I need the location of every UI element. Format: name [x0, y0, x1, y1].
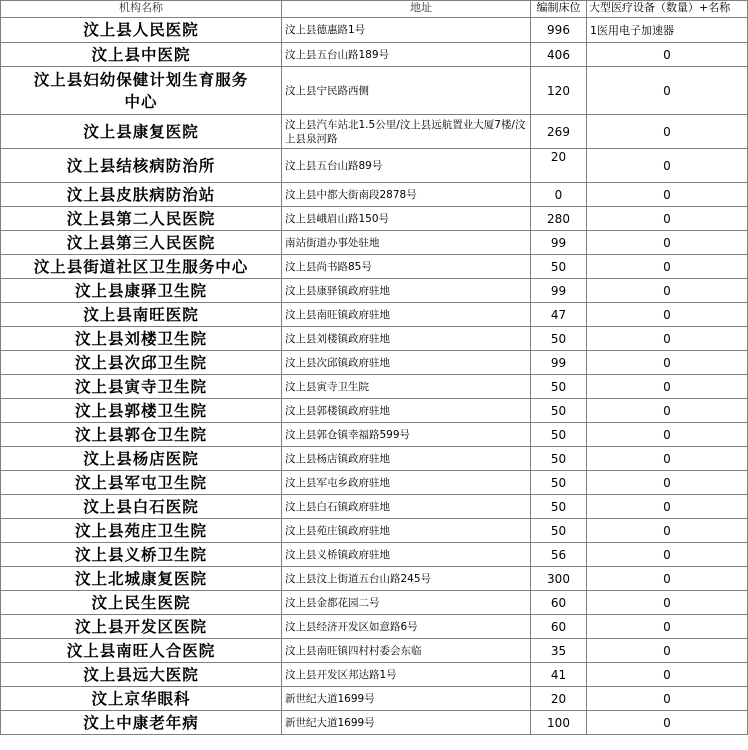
row-equipment: 0 — [587, 495, 748, 519]
row-beds: 50 — [531, 327, 587, 351]
table-row — [1, 591, 748, 615]
header-address: 地址 — [282, 1, 531, 18]
row-beds: 41 — [531, 663, 587, 687]
row-beds: 99 — [531, 231, 587, 255]
table-row — [1, 327, 748, 351]
row-name: 汶上县义桥卫生院 — [1, 543, 282, 567]
row-address: 汶上县次邱镇政府驻地 — [282, 351, 531, 375]
row-name: 汶上县次邱卫生院 — [1, 351, 282, 375]
row-address: 汶上县苑庄镇政府驻地 — [282, 519, 531, 543]
header-beds: 编制床位 — [531, 1, 587, 18]
table-row — [1, 615, 748, 639]
row-beds: 50 — [531, 399, 587, 423]
row-name: 汶上县杨店医院 — [1, 447, 282, 471]
header-equipment: 大型医疗设备（数量）+名称 — [587, 1, 748, 18]
table-row — [1, 115, 748, 149]
row-address: 汶上县五台山路189号 — [282, 43, 531, 67]
table-row — [1, 375, 748, 399]
row-address: 汶上县宁民路西侧 — [282, 67, 531, 115]
table-row — [1, 18, 748, 43]
row-equipment: 0 — [587, 399, 748, 423]
row-equipment: 0 — [587, 327, 748, 351]
row-equipment: 0 — [587, 303, 748, 327]
row-address: 汶上县康驿镇政府驻地 — [282, 279, 531, 303]
row-name: 汶上县军屯卫生院 — [1, 471, 282, 495]
table-row — [1, 255, 748, 279]
row-name: 汶上县皮肤病防治站 — [1, 183, 282, 207]
row-name: 汶上县第三人民医院 — [1, 231, 282, 255]
row-address: 汶上县五台山路89号 — [282, 149, 531, 183]
row-beds: 100 — [531, 711, 587, 735]
row-address: 汶上县峨眉山路150号 — [282, 207, 531, 231]
row-beds: 269 — [531, 115, 587, 149]
row-beds: 20 — [531, 149, 587, 183]
row-beds: 50 — [531, 375, 587, 399]
row-name-text: 汶上县妇幼保健计划生育服务中心 — [33, 69, 249, 111]
table-row — [1, 279, 748, 303]
row-equipment: 0 — [587, 351, 748, 375]
row-beds: 50 — [531, 519, 587, 543]
table-row — [1, 495, 748, 519]
row-name — [1, 67, 282, 115]
row-beds: 50 — [531, 447, 587, 471]
row-address: 新世纪大道1699号 — [282, 687, 531, 711]
row-name: 汶上县南旺医院 — [1, 303, 282, 327]
row-beds: 99 — [531, 279, 587, 303]
table-row — [1, 423, 748, 447]
row-name: 汶上京华眼科 — [1, 687, 282, 711]
row-equipment: 0 — [587, 567, 748, 591]
row-address: 汶上县经济开发区如意路6号 — [282, 615, 531, 639]
table-row — [1, 67, 748, 115]
row-name: 汶上县郭仓卫生院 — [1, 423, 282, 447]
row-equipment: 0 — [587, 711, 748, 735]
row-address: 汶上县尚书路85号 — [282, 255, 531, 279]
row-beds: 50 — [531, 423, 587, 447]
row-beds: 406 — [531, 43, 587, 67]
row-name: 汶上县苑庄卫生院 — [1, 519, 282, 543]
row-name: 汶上县中医院 — [1, 43, 282, 67]
row-beds: 50 — [531, 255, 587, 279]
row-equipment: 0 — [587, 149, 748, 183]
table-row — [1, 663, 748, 687]
row-name: 汶上县第二人民医院 — [1, 207, 282, 231]
row-address: 汶上县郭楼镇政府驻地 — [282, 399, 531, 423]
row-equipment: 0 — [587, 67, 748, 115]
row-address: 汶上县汽车站北1.5公里/汶上县远航置业大厦7楼/汶上县泉河路 — [282, 115, 531, 149]
row-address: 汶上县汶上街道五台山路245号 — [282, 567, 531, 591]
table-row — [1, 639, 748, 663]
row-beds: 50 — [531, 495, 587, 519]
table-row — [1, 149, 748, 183]
row-beds: 280 — [531, 207, 587, 231]
row-equipment: 0 — [587, 115, 748, 149]
row-name: 汶上民生医院 — [1, 591, 282, 615]
row-name: 汶上县结核病防治所 — [1, 149, 282, 183]
table-row — [1, 687, 748, 711]
row-beds: 996 — [531, 18, 587, 43]
table-row — [1, 351, 748, 375]
row-equipment: 0 — [587, 375, 748, 399]
header-row — [1, 1, 748, 18]
row-equipment: 0 — [587, 207, 748, 231]
table-row — [1, 519, 748, 543]
row-beds: 0 — [531, 183, 587, 207]
row-address: 汶上县白石镇政府驻地 — [282, 495, 531, 519]
row-beds: 60 — [531, 615, 587, 639]
row-equipment: 0 — [587, 471, 748, 495]
row-name: 汶上北城康复医院 — [1, 567, 282, 591]
row-address: 汶上县杨店镇政府驻地 — [282, 447, 531, 471]
row-name: 汶上中康老年病 — [1, 711, 282, 735]
row-address: 汶上县南旺镇政府驻地 — [282, 303, 531, 327]
row-name: 汶上县刘楼卫生院 — [1, 327, 282, 351]
row-name: 汶上县远大医院 — [1, 663, 282, 687]
row-equipment: 0 — [587, 687, 748, 711]
row-beds: 47 — [531, 303, 587, 327]
row-beds: 120 — [531, 67, 587, 115]
row-equipment: 0 — [587, 447, 748, 471]
row-beds: 60 — [531, 591, 587, 615]
row-name: 汶上县街道社区卫生服务中心 — [1, 255, 282, 279]
row-equipment: 0 — [587, 519, 748, 543]
row-beds: 50 — [531, 471, 587, 495]
header-name: 机构名称 — [1, 1, 282, 18]
table-body — [1, 18, 748, 735]
table-row — [1, 447, 748, 471]
row-address: 汶上县中都大街南段2878号 — [282, 183, 531, 207]
row-equipment: 0 — [587, 615, 748, 639]
row-address: 新世纪大道1699号 — [282, 711, 531, 735]
table-row — [1, 231, 748, 255]
row-equipment: 0 — [587, 591, 748, 615]
row-name: 汶上县康复医院 — [1, 115, 282, 149]
row-equipment: 0 — [587, 183, 748, 207]
row-beds: 20 — [531, 687, 587, 711]
table-row — [1, 567, 748, 591]
row-address: 汶上县义桥镇政府驻地 — [282, 543, 531, 567]
row-name: 汶上县白石医院 — [1, 495, 282, 519]
row-beds: 56 — [531, 543, 587, 567]
row-address: 汶上县南旺镇四村村委会东临 — [282, 639, 531, 663]
row-beds: 35 — [531, 639, 587, 663]
row-equipment: 1医用电子加速器 — [587, 18, 748, 43]
row-equipment: 0 — [587, 255, 748, 279]
table-row — [1, 303, 748, 327]
row-name: 汶上县人民医院 — [1, 18, 282, 43]
row-name: 汶上县郭楼卫生院 — [1, 399, 282, 423]
row-name: 汶上县寅寺卫生院 — [1, 375, 282, 399]
row-equipment: 0 — [587, 423, 748, 447]
table-row — [1, 399, 748, 423]
row-equipment: 0 — [587, 279, 748, 303]
row-name: 汶上县南旺人合医院 — [1, 639, 282, 663]
table-row — [1, 43, 748, 67]
row-beds: 300 — [531, 567, 587, 591]
row-beds: 99 — [531, 351, 587, 375]
row-name: 汶上县开发区医院 — [1, 615, 282, 639]
row-address: 汶上县寅寺卫生院 — [282, 375, 531, 399]
row-address: 汶上县德惠路1号 — [282, 18, 531, 43]
row-equipment: 0 — [587, 639, 748, 663]
row-equipment: 0 — [587, 231, 748, 255]
table-row — [1, 711, 748, 735]
row-address: 汶上县军屯乡政府驻地 — [282, 471, 531, 495]
row-address: 汶上县郭仓镇幸福路599号 — [282, 423, 531, 447]
table-row — [1, 207, 748, 231]
row-name: 汶上县康驿卫生院 — [1, 279, 282, 303]
row-equipment: 0 — [587, 663, 748, 687]
table-row — [1, 471, 748, 495]
row-address: 南站街道办事处驻地 — [282, 231, 531, 255]
table-row — [1, 183, 748, 207]
row-address: 汶上县刘楼镇政府驻地 — [282, 327, 531, 351]
row-equipment: 0 — [587, 43, 748, 67]
row-address: 汶上县金都花园二号 — [282, 591, 531, 615]
row-equipment: 0 — [587, 543, 748, 567]
table-row — [1, 543, 748, 567]
row-address: 汶上县开发区邦达路1号 — [282, 663, 531, 687]
